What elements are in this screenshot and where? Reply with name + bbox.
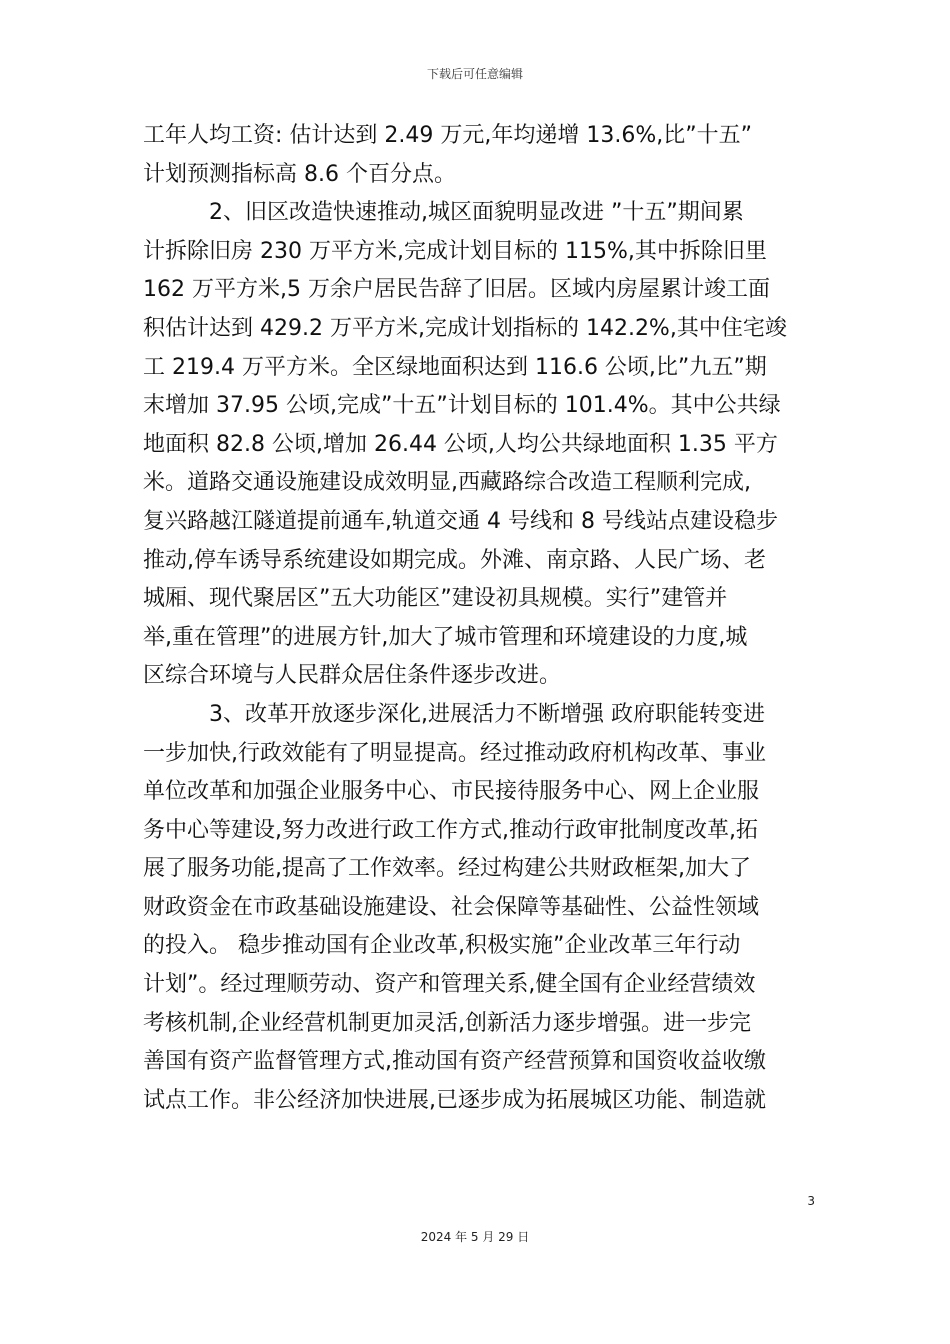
text-line: 2、旧区改造快速推动,城区面貌明显改进 ”十五”期间累 xyxy=(209,200,744,226)
text-line: 工 219.4 万平方米。全区绿地面积达到 116.6 公顷,比”九五”期 xyxy=(143,354,767,380)
text-line: 城厢、现代聚居区”五大功能区”建设初具规模。实行”建管并 xyxy=(143,586,728,612)
text-line: 试点工作。非公经济加快进展,已逐步成为拓展城区功能、制造就 xyxy=(143,1087,766,1113)
text-line: 善国有资产监督管理方式,推动国有资产经营预算和国资收益收缴 xyxy=(143,1049,766,1075)
text-line: 的投入。 稳步推动国有企业改革,积极实施”企业改革三年行动 xyxy=(143,933,741,959)
text-line: 3、改革开放逐步深化,进展活力不断增强 政府职能转变进 xyxy=(209,701,765,727)
text-line: 展了服务功能,提高了工作效率。经过构建公共财政框架,加大了 xyxy=(143,856,751,882)
text-line: 工年人均工资: 估计达到 2.49 万元,年均递增 13.6%,比”十五” xyxy=(143,123,753,148)
page-header: 下载后可任意编辑 xyxy=(426,67,523,81)
text-line: 单位改革和加强企业服务中心、市民接待服务中心、网上企业服 xyxy=(143,779,760,805)
text-line: 计划预测指标高 8.6 个百分点。 xyxy=(143,161,456,187)
text-line: 复兴路越江隧道提前通车,轨道交通 4 号线和 8 号线站点建设稳步 xyxy=(143,508,778,534)
text-line: 地面积 82.8 公顷,增加 26.44 公顷,人均公共绿地面积 1.35 平方 xyxy=(143,431,778,457)
text-line: 考核机制,企业经营机制更加灵活,创新活力逐步增强。进一步完 xyxy=(143,1010,751,1036)
page-footer-date: 2024 年 5 月 29 日 xyxy=(420,1230,530,1244)
text-line: 计划”。经过理顺劳动、资产和管理关系,健全国有企业经营绩效 xyxy=(143,972,756,998)
text-line: 一步加快,行政效能有了明显提高。经过推动政府机构改革、事业 xyxy=(143,740,766,766)
text-line: 计拆除旧房 230 万平方米,完成计划目标的 115%,其中拆除旧里 xyxy=(143,238,767,264)
page-number: 3 xyxy=(807,1194,815,1208)
text-line: 务中心等建设,努力改进行政工作方式,推动行政审批制度改革,拓 xyxy=(143,817,758,843)
body-text xyxy=(143,117,808,1120)
text-line: 末增加 37.95 公顷,完成”十五”计划目标的 101.4%。其中公共绿 xyxy=(143,393,781,419)
text-line: 162 万平方米,5 万余户居民告辞了旧居。区域内房屋累计竣工面 xyxy=(143,277,770,303)
text-line: 米。道路交通设施建设成效明显,西藏路综合改造工程顺利完成, xyxy=(143,470,751,496)
text-line: 区综合环境与人民群众居住条件逐步改进。 xyxy=(143,663,562,689)
text-line: 推动,停车诱导系统建设如期完成。外滩、南京路、人民广场、老 xyxy=(143,547,766,573)
text-line: 积估计达到 429.2 万平方米,完成计划指标的 142.2%,其中住宅竣 xyxy=(143,315,787,341)
text-line: 财政资金在市政基础设施建设、社会保障等基础性、公益性领域 xyxy=(143,894,760,920)
text-line: 举,重在管理”的进展方针,加大了城市管理和环境建设的力度,城 xyxy=(143,624,748,650)
